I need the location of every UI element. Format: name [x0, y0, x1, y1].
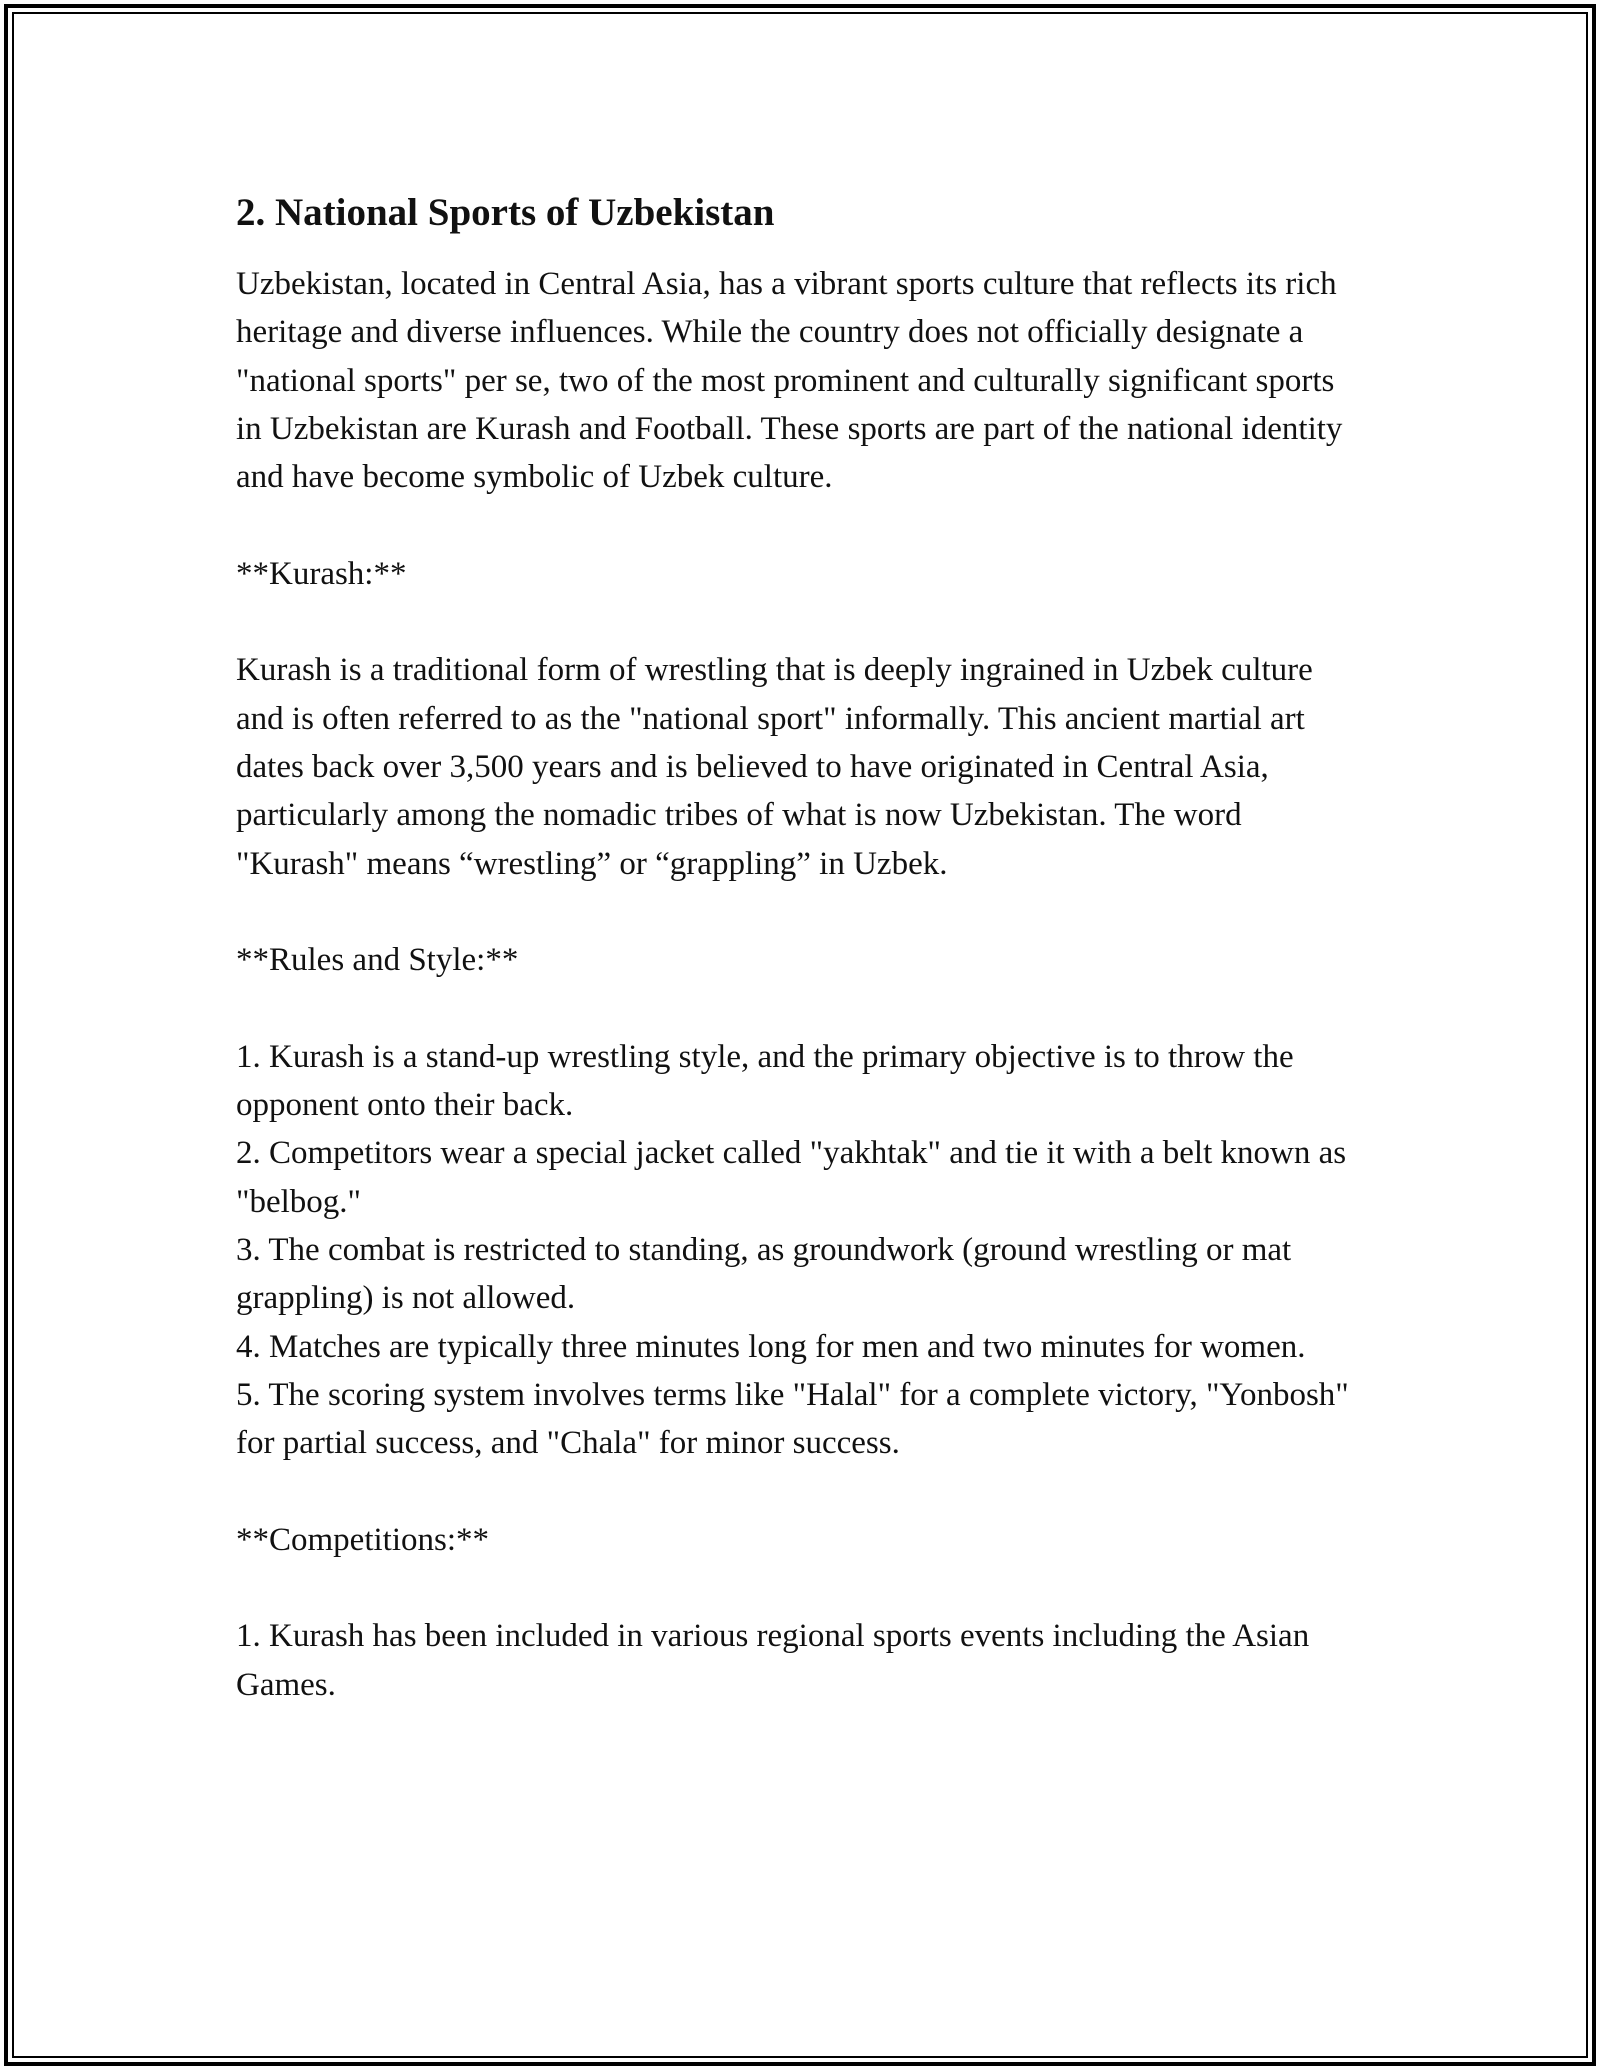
list-item: 2. Competitors wear a special jacket called "yakhtak" and tie it with a belt known as "belbog." — [236, 1135, 1347, 1220]
list-item: 3. The combat is restricted to standing, as groundwork (ground wrestling or mat grappling) is not allowed. — [236, 1231, 1292, 1317]
list-item: 1. Kurash is a stand-up wrestling style, and the primary objective is to throw the opponent onto their back. — [236, 1038, 1294, 1124]
competitions-list — [236, 1612, 1368, 1709]
competitions-heading: **Competitions:** — [236, 1521, 490, 1558]
list-item: 4. Matches are typically three minutes long for men and two minutes for women. — [236, 1328, 1306, 1365]
kurash-heading: **Kurash:** — [236, 555, 407, 592]
list-item: 1. Kurash has been included in various regional sports events including the Asian Games. — [236, 1618, 1310, 1703]
document-body — [236, 180, 1368, 1757]
rules-heading: **Rules and Style:** — [236, 942, 519, 979]
kurash-paragraph: Kurash is a traditional form of wrestling that is deeply ingrained in Uzbek culture and is often referred to as the "national sport" informally. This ancient martial art dates back over 3,500 years and is believed to have originated in Central Asia, particularly among the nomadic tribes of what is now Uzbekistan. The word "Kurash" means “wrestling” or “grappling” in Uzbek. — [236, 652, 1313, 882]
list-item: 5. The scoring system involves terms like "Halal" for a complete victory, "Yonbosh" for partial success, and "Chala" for minor success. — [236, 1376, 1349, 1462]
section-title: 2. National Sports of Uzbekistan — [236, 191, 775, 234]
rules-list — [236, 1033, 1368, 1468]
intro-paragraph: Uzbekistan, located in Central Asia, has a vibrant sports culture that reflects its rich heritage and diverse influences. While the country does not officially designate a "national sports" per se, two of the most prominent and culturally significant sports in Uzbekistan are Kurash and Football. These sports are part of the national identity and have become symbolic of Uzbek culture. — [236, 266, 1343, 496]
